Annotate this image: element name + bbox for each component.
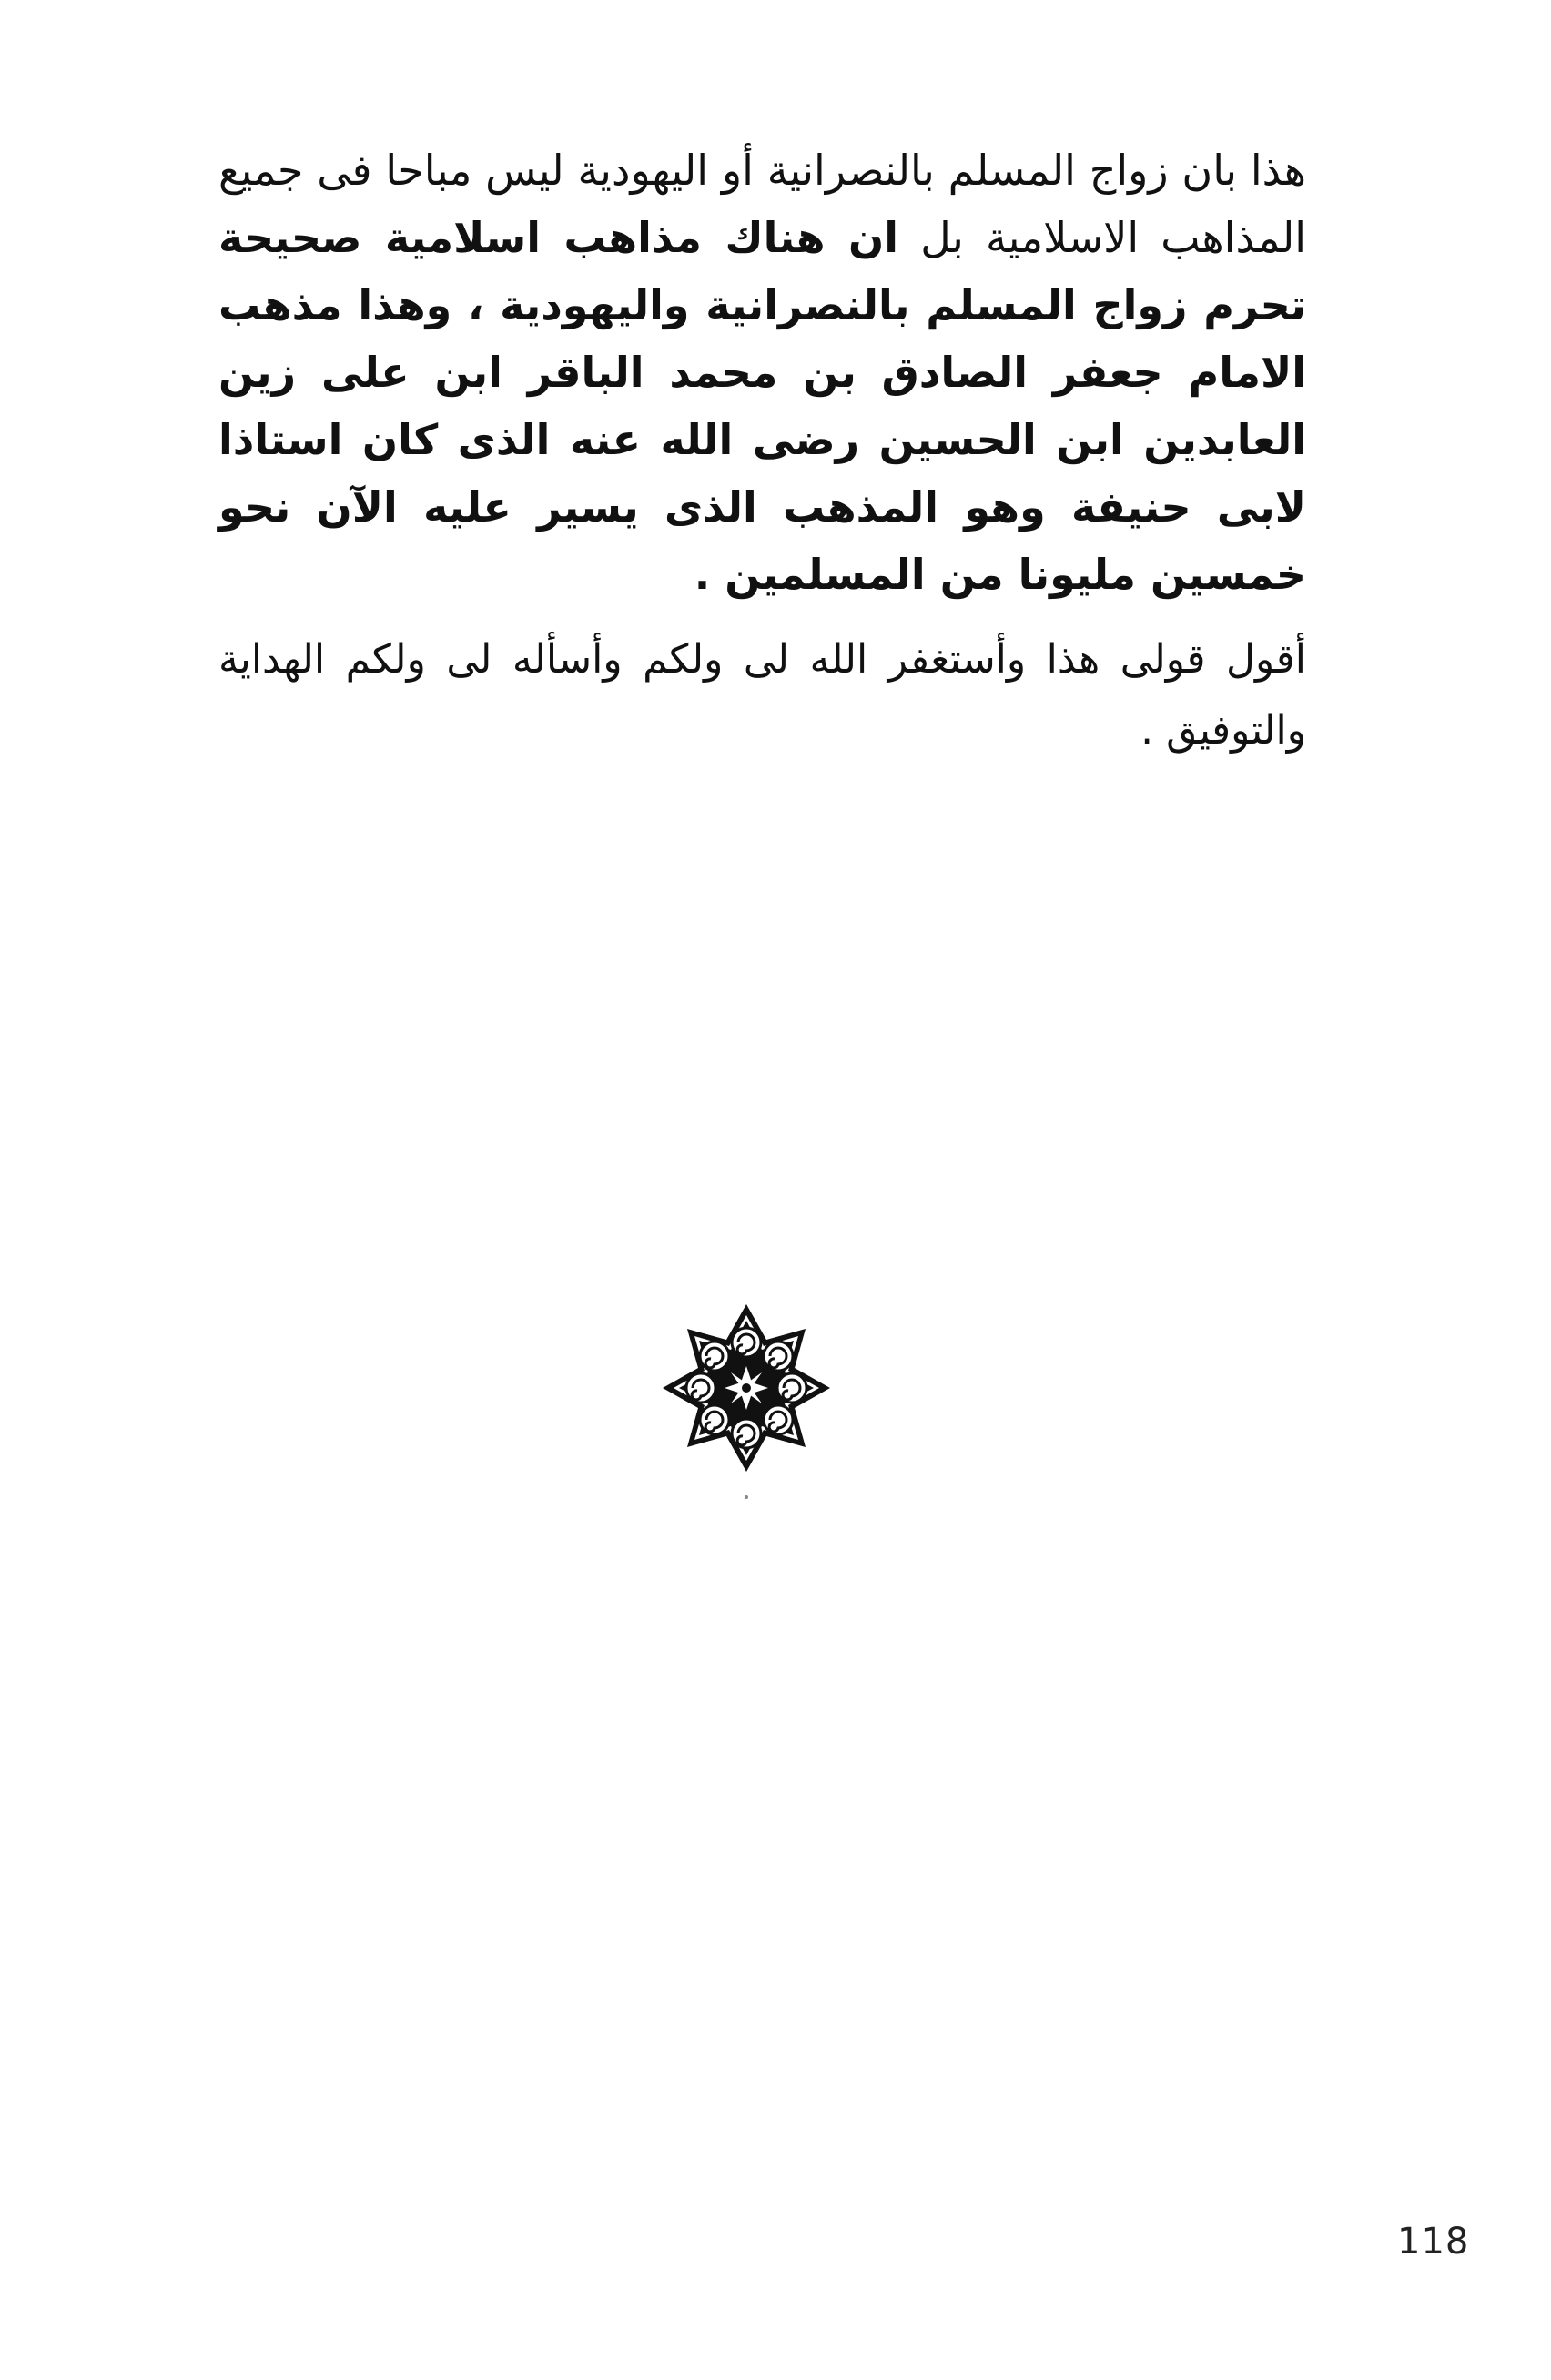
page-number: 118 xyxy=(1397,2221,1470,2263)
star-rosette-ornament-icon xyxy=(655,1283,837,1511)
paragraph-1-lead: هذا بان زواج المسلم بالنصرانية أو اليهودية ليس مباحا فى جميع المذاهب الاسلامية بل xyxy=(218,146,1307,262)
paragraph-1-bold: ان هناك مذاهب اسلامية صحيحة تحرم زواج المسلم بالنصرانية واليهودية ، وهذا مذهب الامام جعفر الصادق بن محمد الباقر ابن على زين العابدين ابن الحسين رضى الله عنه الذى كان استاذا لابى حنيفة وهو المذهب الذى يسير عليه الآن نحو خمسين مليونا من المسلمين . xyxy=(218,213,1306,599)
body-text xyxy=(218,137,1306,766)
paragraph-2: أقول قولى هذا وأستغفر الله لى ولكم وأسأله لى ولكم الهداية والتوفيق . xyxy=(218,636,1306,754)
paragraph-1 xyxy=(218,137,1306,608)
